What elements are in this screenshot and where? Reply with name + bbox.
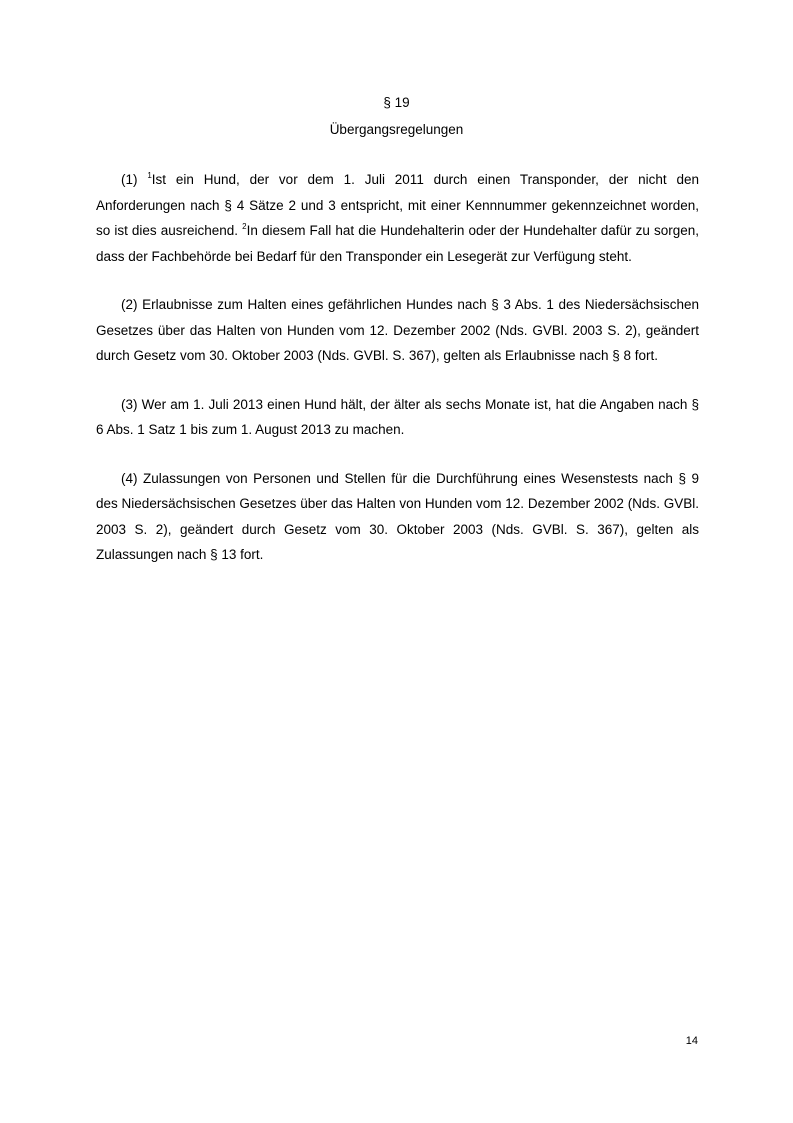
section-body: [96, 167, 699, 591]
section-title: Übergangsregelungen: [329, 122, 464, 137]
paragraph-4: [96, 466, 699, 568]
paragraph-label: (1): [121, 172, 138, 187]
paragraph-text: Zulassungen von Personen und Stellen für die Durchführung eines Wesenstests nach § 9 des Niedersächsischen Gesetzes über das Halten von Hunden vom 12. Dezember 2002 (Nds. GVBl. 2003 S. 2), geändert durch Gesetz vom 30. Oktober 2003 (Nds. GVBl. S. 367), gelten als Zulassungen nach § 13 fort.: [96, 470, 699, 562]
paragraph-text: Wer am 1. Juli 2013 einen Hund hält, der älter als sechs Monate ist, hat die Angaben nach § 6 Abs. 1 Satz 1 bis zum 1. August 2013 zu machen.: [96, 396, 699, 437]
paragraph-text: Erlaubnisse zum Halten eines gefährlichen Hundes nach § 3 Abs. 1 des Niedersächsischen Gesetzes über das Halten von Hunden vom 12. Dezember 2002 (Nds. GVBl. 2003 S. 2), geändert durch Gesetz vom 30. Oktober 2003 (Nds. GVBl. S. 367), gelten als Erlaubnisse nach § 8 fort.: [96, 297, 699, 363]
paragraph-3: [96, 392, 699, 443]
paragraph-1: [96, 167, 699, 269]
sentence-marker: 1: [147, 171, 152, 180]
paragraph-label: (3): [121, 396, 138, 412]
paragraph-2: [96, 292, 699, 369]
paragraph-sentence: Ist ein Hund, der vor dem 1. Juli 2011 durch einen Transponder, der nicht den Anforderungen nach § 4 Sätze 2 und 3 entspricht, mit einer Kennnummer gekennzeichnet worden, so ist dies ausreichend.: [96, 172, 699, 238]
sentence-marker: 2: [242, 222, 247, 231]
paragraph-label: (2): [121, 297, 138, 312]
section-number: § 19: [383, 95, 410, 110]
page-number: 14: [685, 1035, 698, 1047]
paragraph-label: (4): [121, 470, 138, 486]
paragraph-sentence: In diesem Fall hat die Hundehalterin oder der Hundehalter dafür zu sorgen, dass der Fachbehörde bei Bedarf für den Transponder ein Lesegerät zur Verfügung steht.: [96, 223, 699, 264]
